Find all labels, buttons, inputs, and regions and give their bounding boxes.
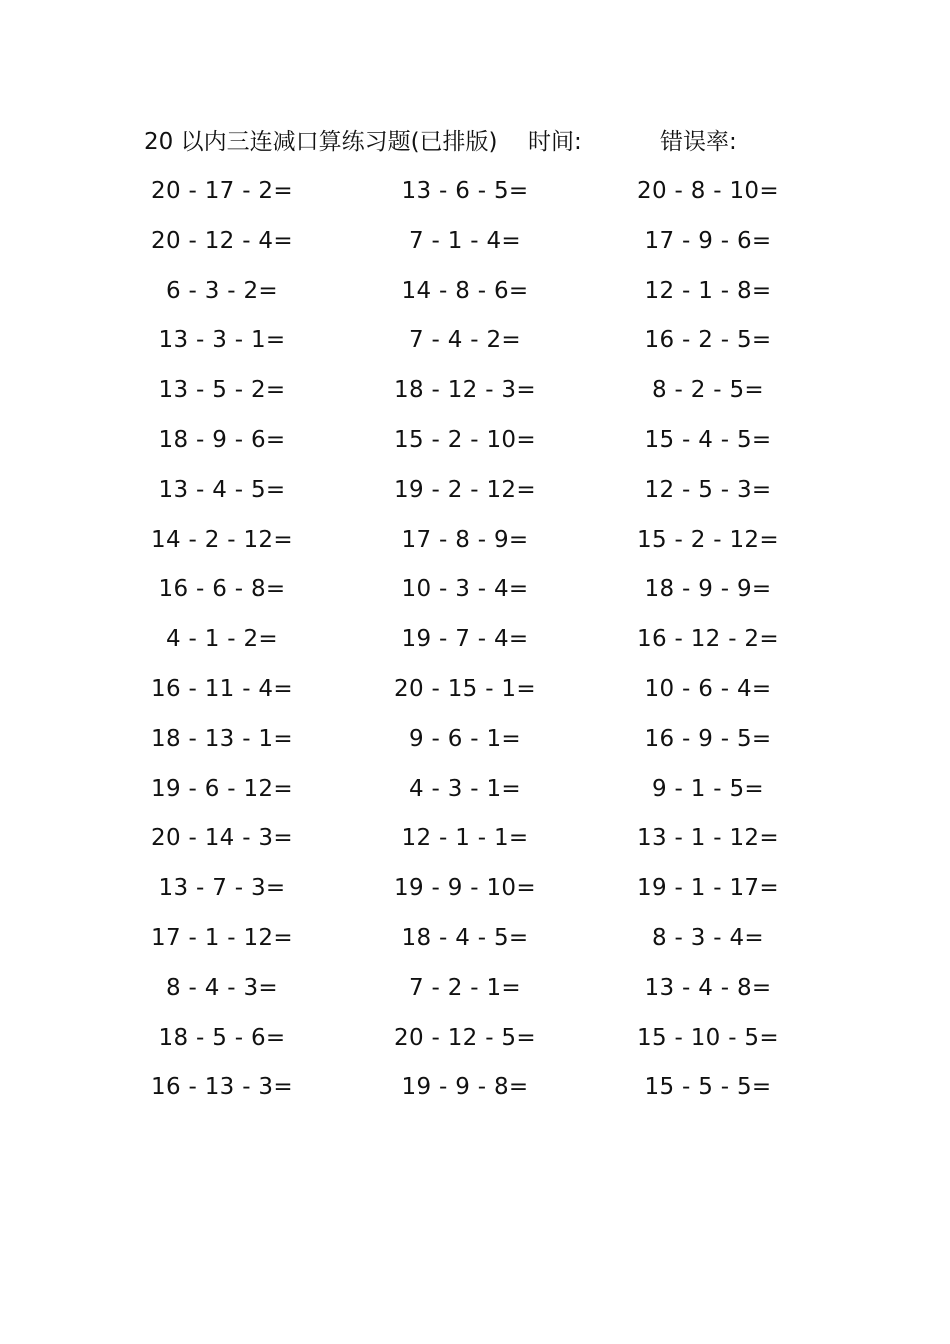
problem-item: 19 - 7 - 4= <box>401 626 529 653</box>
problem-item: 13 - 4 - 5= <box>158 476 286 503</box>
problem-item: 20 - 12 - 5= <box>394 1024 536 1051</box>
problem-item: 9 - 6 - 1= <box>408 725 521 752</box>
problem-item: 13 - 6 - 5= <box>401 178 529 204</box>
problem-item: 20 - 12 - 4= <box>151 227 293 254</box>
problem-item: 13 - 7 - 3= <box>158 875 286 902</box>
error-rate-label: 错误率: <box>660 129 737 155</box>
problem-item: 20 - 15 - 1= <box>394 675 536 702</box>
problem-item: 19 - 9 - 10= <box>394 875 536 902</box>
problem-item: 7 - 1 - 4= <box>408 227 521 254</box>
problem-item: 15 - 2 - 10= <box>394 426 536 453</box>
problem-item: 12 - 5 - 3= <box>644 476 772 503</box>
problem-item: 7 - 4 - 2= <box>408 327 521 354</box>
problem-item: 17 - 9 - 6= <box>644 227 772 254</box>
problem-item: 16 - 2 - 5= <box>644 327 772 354</box>
problem-item: 15 - 4 - 5= <box>644 426 772 453</box>
problem-item: 19 - 2 - 12= <box>394 476 536 503</box>
problem-item: 19 - 6 - 12= <box>151 775 293 802</box>
problem-item: 14 - 2 - 12= <box>151 526 293 553</box>
problem-item: 20 - 8 - 10= <box>637 178 779 204</box>
problem-item: 12 - 1 - 8= <box>644 277 772 304</box>
problem-item: 16 - 6 - 8= <box>158 576 286 603</box>
problem-item: 7 - 2 - 1= <box>408 974 521 1001</box>
problem-item: 18 - 5 - 6= <box>158 1024 286 1051</box>
problem-item: 17 - 8 - 9= <box>401 526 529 553</box>
problem-column-3 <box>598 172 818 1118</box>
time-label: 时间: <box>528 129 582 155</box>
problem-item: 16 - 12 - 2= <box>637 626 779 653</box>
problem-item: 15 - 2 - 12= <box>637 526 779 553</box>
problem-item: 18 - 12 - 3= <box>394 377 536 404</box>
problem-item: 13 - 1 - 12= <box>637 825 779 852</box>
problem-item: 15 - 10 - 5= <box>637 1024 779 1051</box>
problem-item: 4 - 3 - 1= <box>408 775 521 802</box>
problem-item: 16 - 13 - 3= <box>151 1074 293 1101</box>
worksheet-header <box>0 124 950 160</box>
problem-item: 18 - 9 - 9= <box>644 576 772 603</box>
problem-column-1 <box>112 172 332 1118</box>
problem-item: 19 - 9 - 8= <box>401 1074 529 1101</box>
problem-item: 20 - 14 - 3= <box>151 825 293 852</box>
problem-item: 14 - 8 - 6= <box>401 277 529 304</box>
problem-item: 15 - 5 - 5= <box>644 1074 772 1101</box>
problem-item: 16 - 11 - 4= <box>151 675 293 702</box>
problem-item: 19 - 1 - 17= <box>637 875 779 902</box>
problem-item: 18 - 9 - 6= <box>158 426 286 453</box>
problem-item: 9 - 1 - 5= <box>651 775 764 802</box>
problem-column-2 <box>355 172 575 1118</box>
problem-item: 13 - 3 - 1= <box>158 327 286 354</box>
problem-item: 10 - 3 - 4= <box>401 576 529 603</box>
problem-item: 13 - 5 - 2= <box>158 377 286 404</box>
problem-item: 6 - 3 - 2= <box>165 277 278 304</box>
problem-item: 13 - 4 - 8= <box>644 974 772 1001</box>
problem-item: 4 - 1 - 2= <box>165 626 278 653</box>
worksheet-title: 20 以内三连减口算练习题(已排版) <box>144 129 498 155</box>
problem-item: 17 - 1 - 12= <box>151 924 293 951</box>
problem-item: 8 - 3 - 4= <box>651 924 764 951</box>
problem-item: 8 - 4 - 3= <box>165 974 278 1001</box>
problem-item: 18 - 13 - 1= <box>151 725 293 752</box>
problem-item: 18 - 4 - 5= <box>401 924 529 951</box>
problem-item: 10 - 6 - 4= <box>644 675 772 702</box>
problem-item: 8 - 2 - 5= <box>651 377 764 404</box>
problem-item: 20 - 17 - 2= <box>151 178 293 204</box>
problem-item: 16 - 9 - 5= <box>644 725 772 752</box>
problem-item: 12 - 1 - 1= <box>401 825 529 852</box>
